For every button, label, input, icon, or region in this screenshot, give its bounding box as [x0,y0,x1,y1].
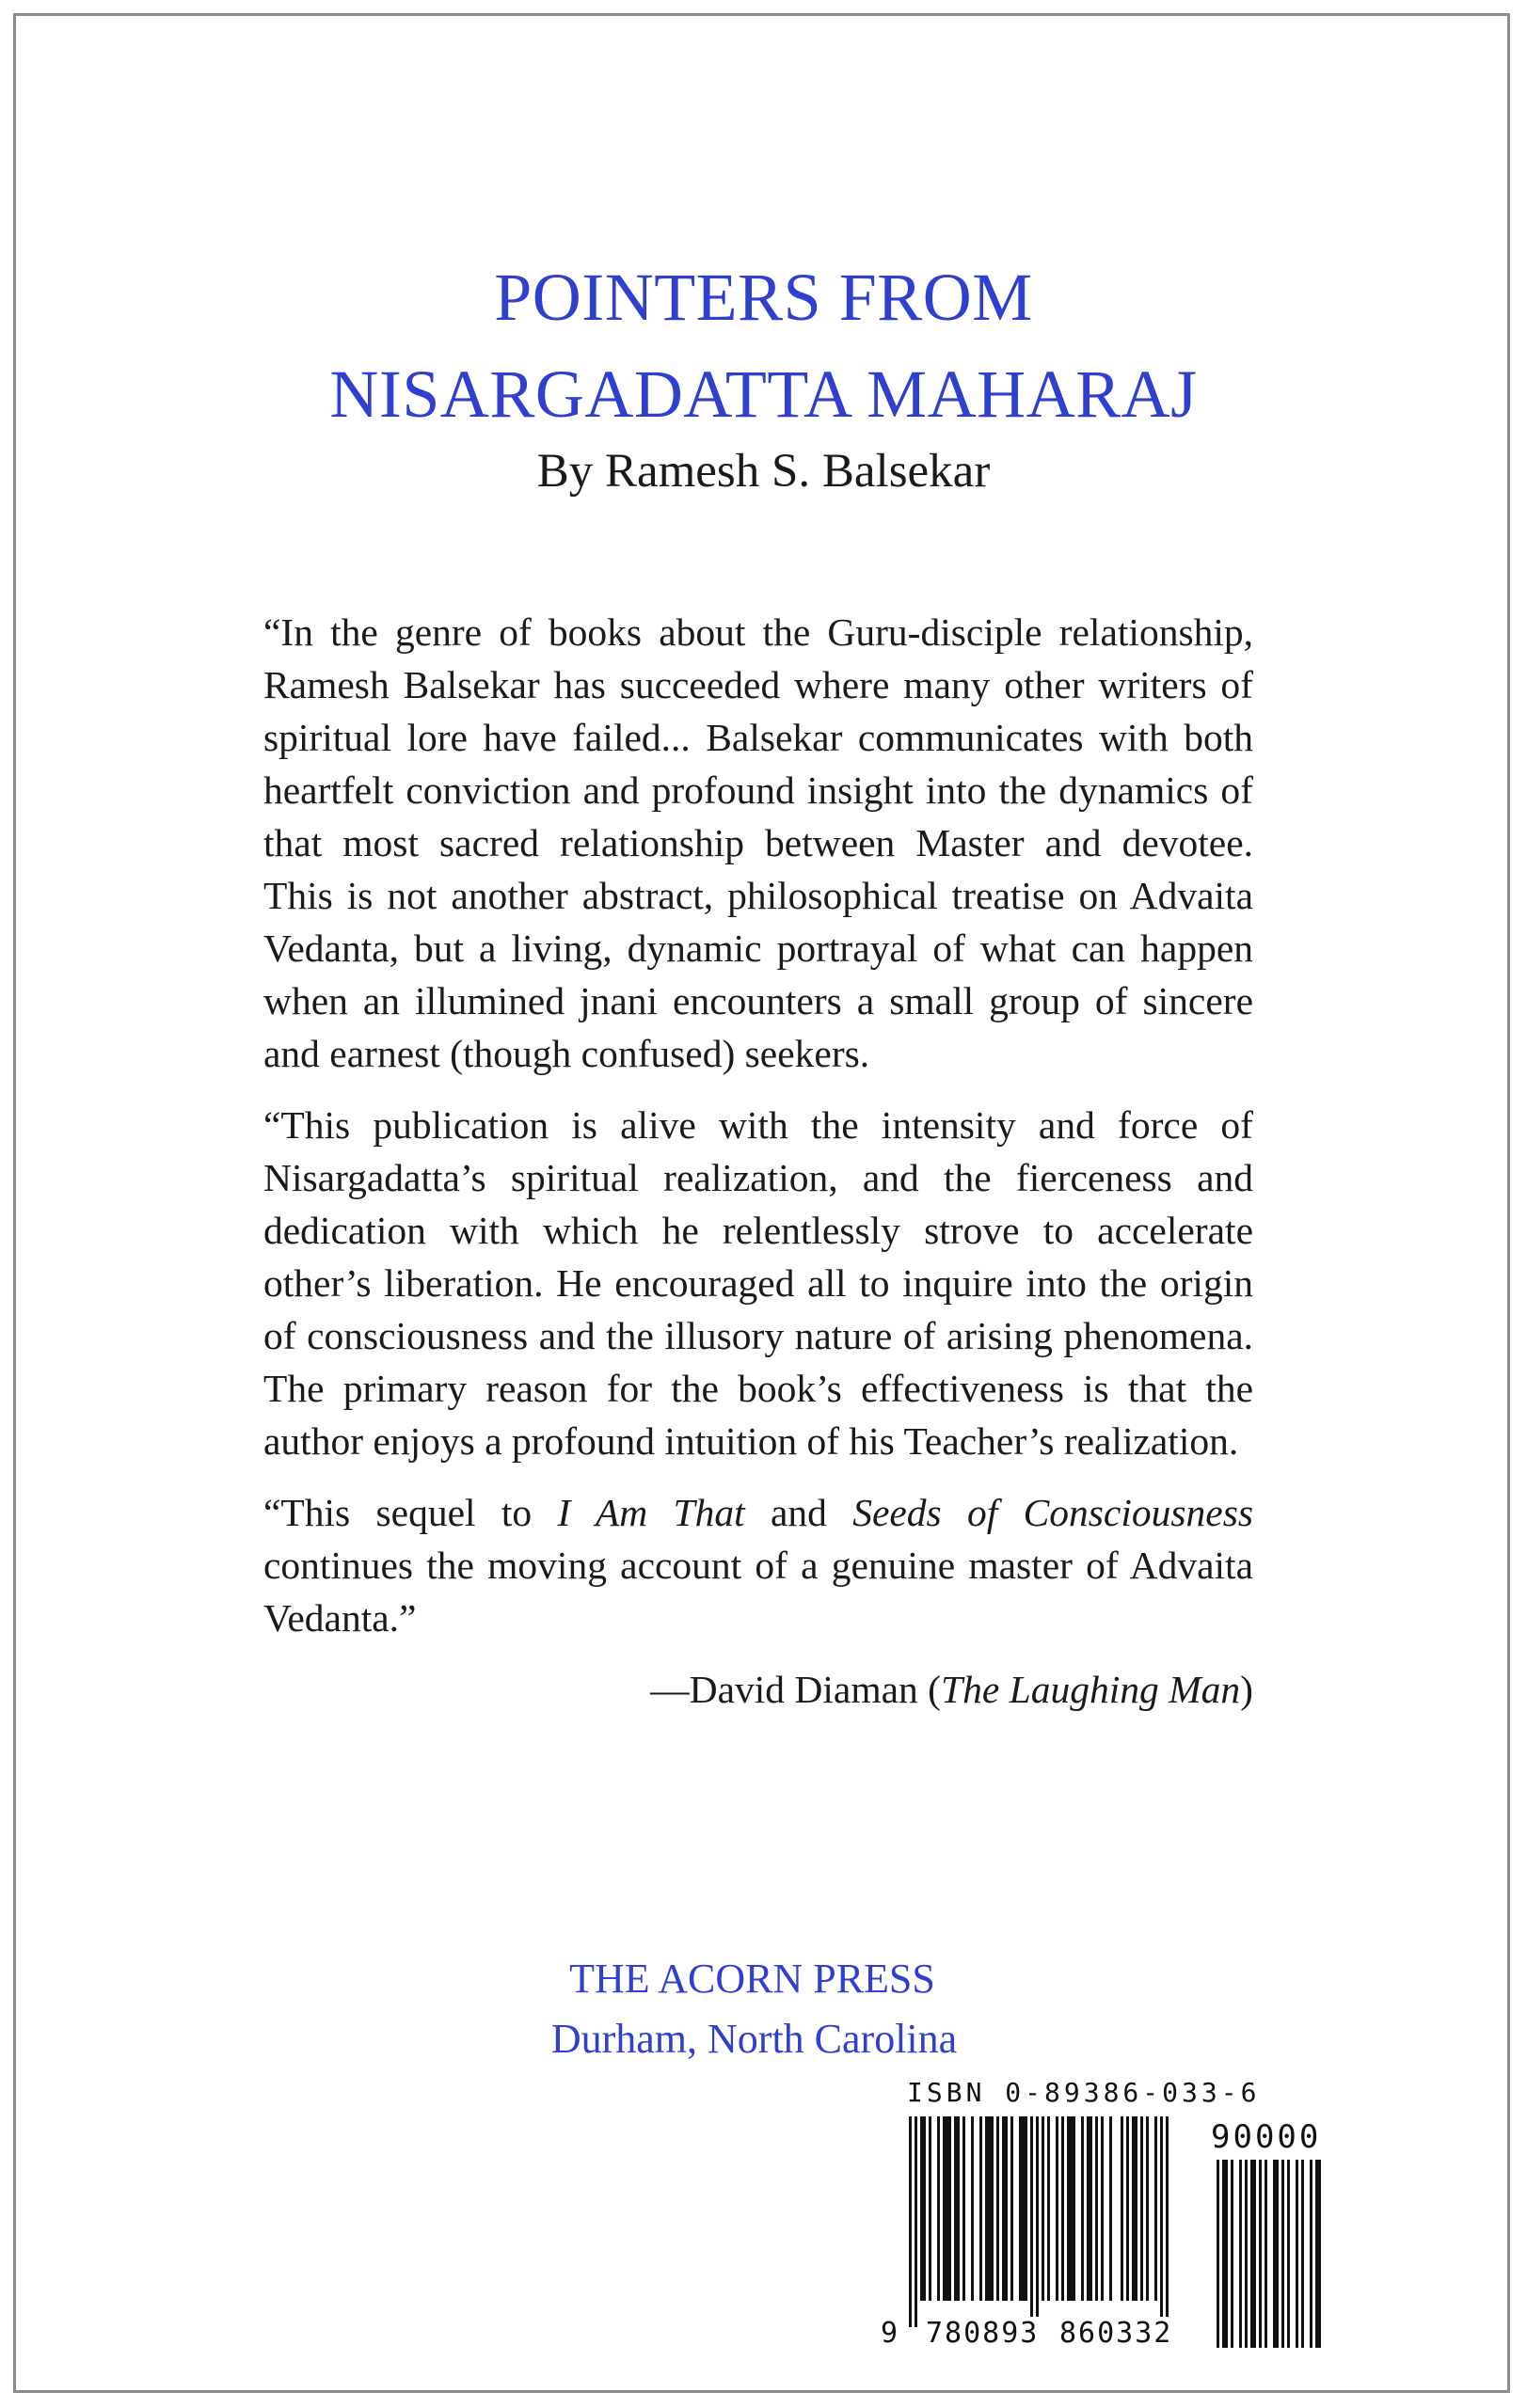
barcode-bar [1154,2116,1157,2301]
barcode-bar [1287,2160,1290,2348]
barcode-bar [1222,2160,1228,2348]
barcode-bar [1042,2116,1044,2301]
barcode-bar [1101,2116,1104,2301]
barcode-bar [985,2116,994,2301]
blurb-p3-suffix: continues the moving account of a genuine master of Advaita Vedanta.” [263,1544,1253,1640]
barcode-bar [1273,2160,1279,2348]
barcode-bar [1315,2160,1321,2348]
barcode-bar [1281,2160,1284,2348]
book-title-line-2: NISARGADATTA MAHARAJ [329,356,1198,432]
barcode-bar [1095,2116,1098,2301]
barcode-bar [996,2116,999,2301]
ean-right-digits: 860332 [1059,2317,1173,2350]
blurb-paragraph-3 [263,1486,1253,1644]
book-ref-seeds-of-consciousness: Seeds of Consciousness [852,1491,1253,1534]
blurb-p3-and: and [744,1491,853,1534]
barcode-bar [909,2116,912,2327]
barcode-bar [1109,2116,1112,2301]
attribution-suffix: ) [1240,1668,1253,1711]
blurb-paragraph-2: “This publication is alive with the intensity and force of Nisargadatta’s spiritual realization, and the fierceness and dedication with which he relentlessly strove to accelerate other’s liberation. He encouraged all to inquire into the origin of consciousness and the illusory nature of arising phenomena. The primary reason for the book’s effectiveness is that the author enjoys a profound intuition of his Teacher’s realization. [263,1103,1253,1463]
barcode-bar [1126,2116,1129,2301]
barcode-bar [920,2116,926,2301]
barcode-bar [1160,2116,1163,2327]
blurb-text [263,606,1253,1735]
book-title-line-1: POINTERS FROM [494,260,1033,335]
barcode-bar [1301,2160,1304,2348]
barcode-bar [1296,2160,1298,2348]
publisher-city: Durham, North Carolina [550,2016,958,2062]
barcode-bar [971,2116,974,2301]
barcode-bar [1087,2116,1092,2301]
addon-barcode [1217,2160,1341,2348]
barcode-bar [1081,2116,1084,2301]
barcode-bar [1166,2116,1169,2327]
barcode-bar [1019,2116,1027,2301]
ean-left-digits: 780893 [926,2317,1040,2350]
barcode-bar [1030,2116,1033,2327]
barcode-bar [1047,2116,1050,2301]
barcode-bar [1132,2116,1137,2301]
isbn-label: ISBN 0-89386-033-6 [907,2077,1261,2108]
barcode-bar [1036,2116,1039,2327]
addon-price-code: 90000 [1211,2118,1322,2156]
blurb-p3-prefix: “This sequel to [263,1491,558,1534]
barcode-bar [1146,2116,1149,2301]
barcode-bar [1061,2116,1064,2301]
attribution-work: The Laughing Man [940,1668,1241,1711]
author-byline: By Ramesh S. Balsekar [536,445,991,498]
barcode-bar [1239,2160,1242,2348]
barcode-bar [1259,2160,1262,2348]
barcode-bar [979,2116,982,2301]
barcode-bar [1121,2116,1123,2301]
barcode-bar [1002,2116,1008,2301]
barcode-bar [954,2116,960,2301]
publisher-name: THE ACORN PRESS [569,1956,935,2002]
barcode-bar [1231,2160,1233,2348]
barcode-bar [1250,2160,1256,2348]
book-ref-i-am-that: I Am That [557,1491,745,1534]
blurb-attribution [263,1663,1253,1716]
barcode-bar [1265,2160,1267,2348]
barcode-bar [1140,2116,1143,2301]
barcode-bar [915,2116,917,2327]
barcode-bar [937,2116,940,2301]
ean-barcode [909,2116,1193,2327]
barcode-bar [1056,2116,1058,2301]
ean-first-digit: 9 [881,2317,899,2350]
barcode-bar [1217,2160,1219,2348]
barcode-bar [943,2116,951,2301]
barcode-bar [1067,2116,1075,2301]
barcode-bar [1310,2160,1312,2348]
barcode-bar [1010,2116,1013,2301]
blurb-paragraph-1: “In the genre of books about the Guru-disciple relationship, Ramesh Balsekar has succeeded where many other writers of spiritual lore have failed... Balsekar communicates with both heartfelt conviction and profound insight into the dynamics of that most sacred relationship between Master and devotee. This is not another abstract, philosophical treatise on Advaita Vedanta, but a living, dynamic portrayal of what can happen when an illumined jnani encounters a small group of sincere and earnest (though confused) seekers. [263,610,1253,1075]
barcode-bar [962,2116,965,2301]
attribution-prefix: —David Diaman ( [650,1668,941,1711]
barcode-bar [1245,2160,1248,2348]
barcode-bar [929,2116,931,2301]
